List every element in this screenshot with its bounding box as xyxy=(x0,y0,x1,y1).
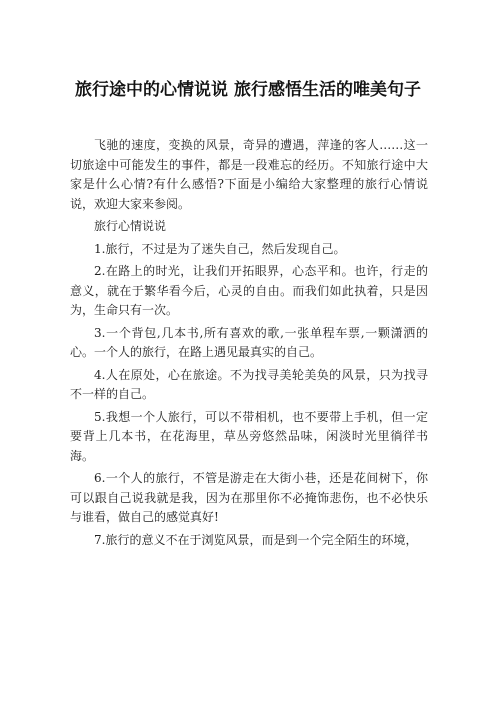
article-body xyxy=(70,136,428,553)
list-item: 1.旅行，不过是为了迷失自己，然后发现自己。 xyxy=(94,241,346,256)
list-item: 6.一个人的旅行，不管是游走在大街小巷，还是花间树下，你可以跟自己说我就是我，因为在那里你不必掩饰悲伤，也不必快乐与谁看，做自己的感觉真好! xyxy=(70,471,428,524)
list-item: 2.在路上的时光，让我们开拓眼界，心态平和。也许，行走的意义，就在于繁华看今后，心灵的自由。而我们如此执着，只是因为，生命只有一次。 xyxy=(70,264,428,317)
section-heading: 旅行心情说说 xyxy=(94,219,167,233)
intro-paragraph: 飞驰的速度，变换的风景，奇异的遭遇，萍逢的客人……这一切旅途中可能发生的事件，都是一段难忘的经历。不知旅行途中大家是什么心情?有什么感悟?下面是小编给大家整理的旅行心情说说，欢迎大家来参阅。 xyxy=(70,138,428,211)
list-item: 4.人在原处，心在旅途。不为找寻美轮美奂的风景，只为找寻不一样的自己。 xyxy=(70,367,428,401)
list-item: 5.我想一个人旅行，可以不带相机，也不要带上手机，但一定要背上几本书，在花海里，草丛旁悠然品味，闲淡时光里徜徉书海。 xyxy=(70,409,428,463)
list-item: 7.旅行的意义不在于浏览风景，而是到一个完全陌生的环境， xyxy=(94,532,418,547)
list-item: 3.一个背包,几本书,所有喜欢的歌,一张单程车票,一颗潇洒的心。一个人的旅行，在路上遇见最真实的自己。 xyxy=(70,325,428,359)
page-title: 旅行途中的心情说说 旅行感悟生活的唯美句子 xyxy=(75,80,421,100)
